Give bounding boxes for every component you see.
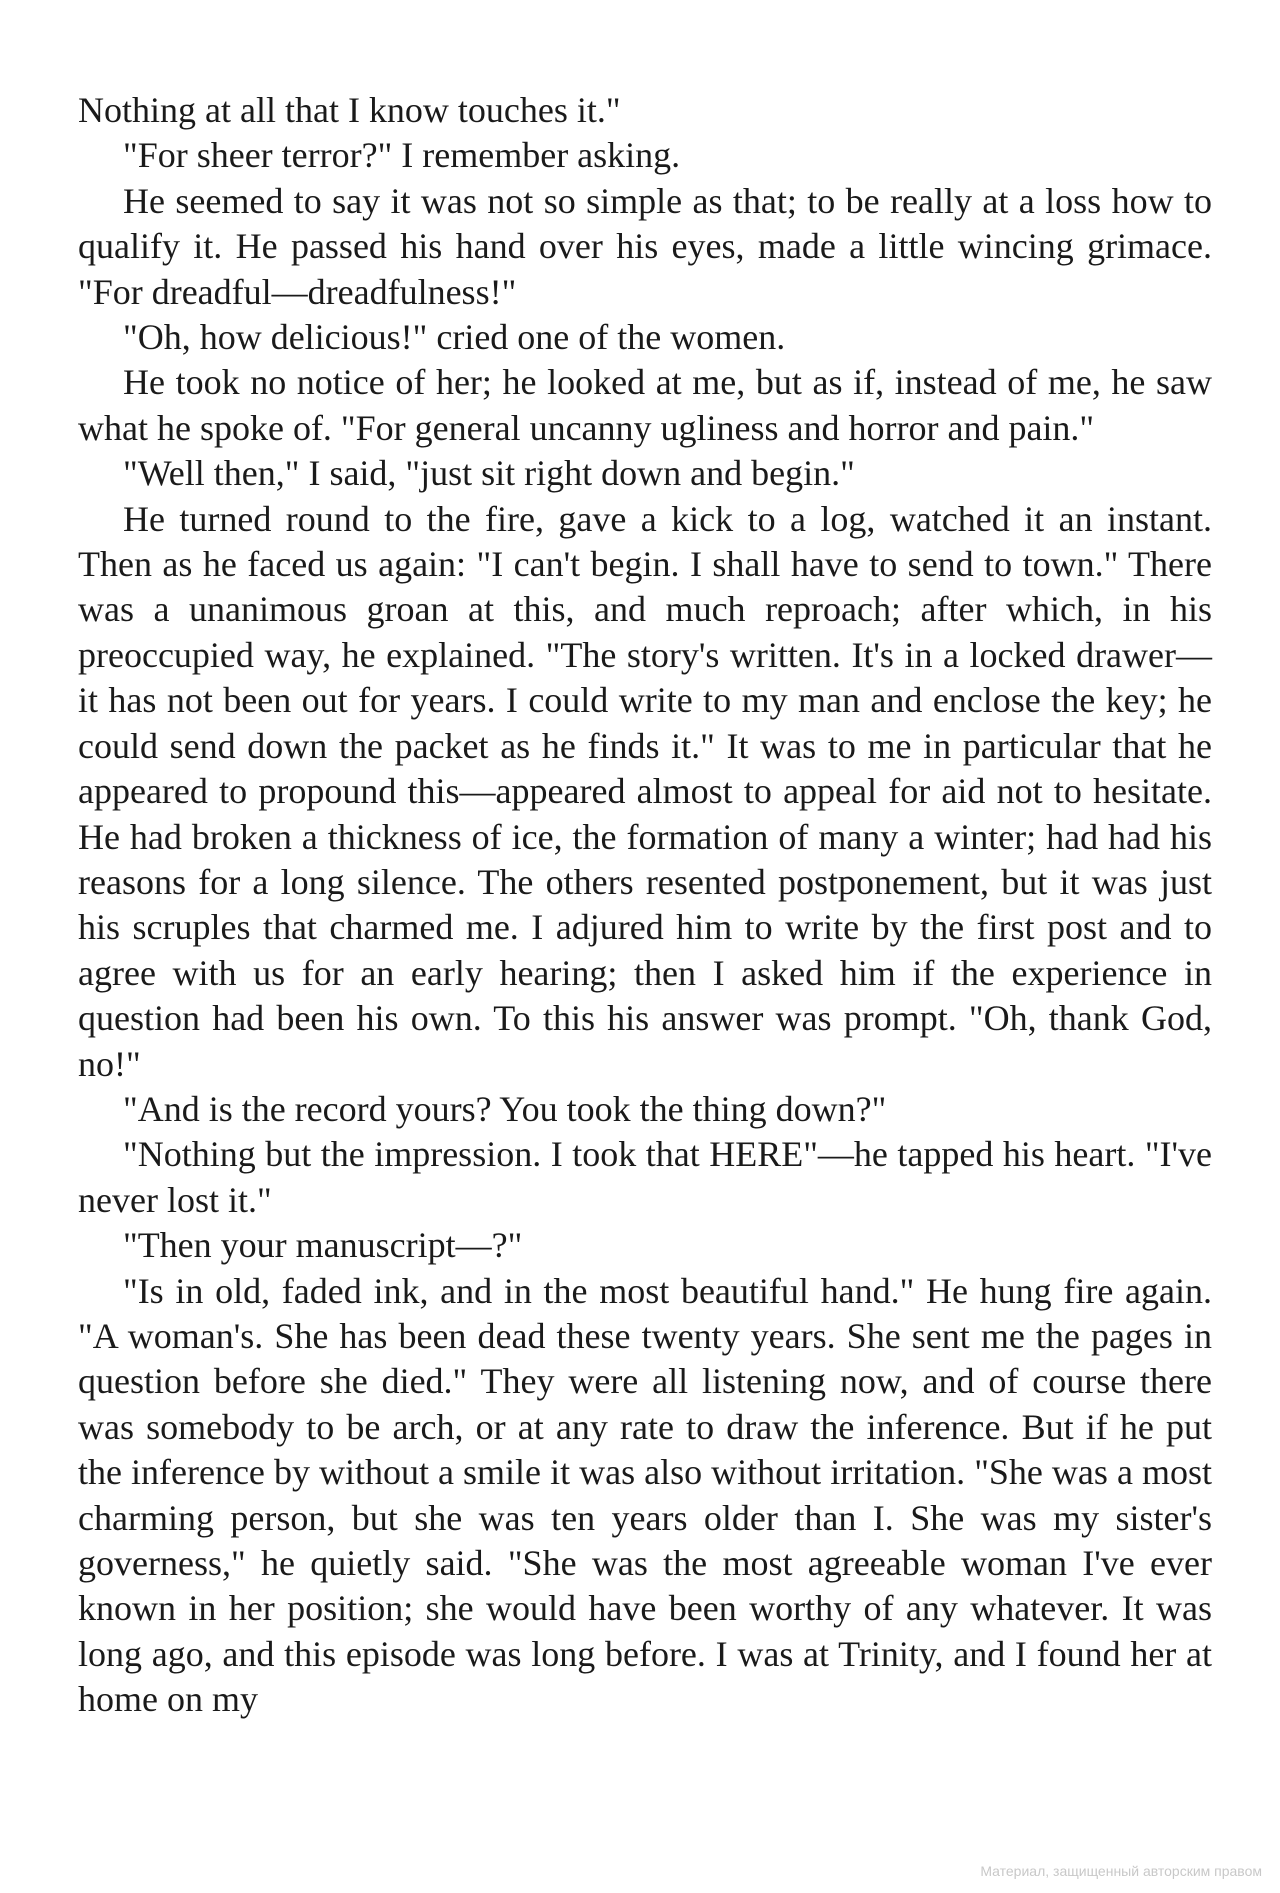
paragraph-8: "And is the record yours? You took the thing down?" <box>123 1088 887 1129</box>
paragraph-2: "For sheer terror?" I remember asking. <box>123 135 681 176</box>
copyright-watermark: Материал, защищенный авторским правом <box>980 1863 1262 1879</box>
paragraph-7: He turned round to the fire, gave a kick to a log, watched it an instant. Then as he faced us again: "I can't begin. I shall have to send to town." There was a unanimous groan at this, and much reproach; after which, in his preoccupied way, he explained. "The story's written. It's in a locked drawer—it has not been out for years. I could write to my man and enclose the key; he could send down the packet as he finds it." It was to me in particular that he appeared to propound this—appeared almost to appeal for aid not to hesitate. He had broken a thickness of ice, the formation of many a winter; had had his reasons for a long silence. The others resented postponement, but it was just his scruples that charmed me. I adjured him to write by the first post and to agree with us for an early hearing; then I asked him if the experience in question had been his own. To this his answer was prompt. "Oh, thank God, no!" <box>78 498 1212 1084</box>
paragraph-5: He took no notice of her; he looked at me, but as if, instead of me, he saw what he spoke of. "For general uncanny ugliness and horror and pain." <box>78 362 1212 448</box>
paragraph-3: He seemed to say it was not so simple as that; to be really at a loss how to qualify it. He passed his hand over his eyes, made a little wincing grimace. "For dreadful—dreadfulness!" <box>78 180 1212 312</box>
page-text <box>78 88 1212 1723</box>
paragraph-4: "Oh, how delicious!" cried one of the women. <box>123 317 786 358</box>
paragraph-9: "Nothing but the impression. I took that HERE"—he tapped his heart. "I've never lost it." <box>78 1134 1212 1220</box>
paragraph-1: Nothing at all that I know touches it." <box>78 90 621 130</box>
paragraph-6: "Well then," I said, "just sit right down and begin." <box>123 453 855 494</box>
paragraph-10: "Then your manuscript—?" <box>123 1225 523 1266</box>
paragraph-11: "Is in old, faded ink, and in the most beautiful hand." He hung fire again. "A woman's. She has been dead these twenty years. She sent me the pages in question before she died." They were all listening now, and of course there was somebody to be arch, or at any rate to draw the inference. But if he put the inference by without a smile it was also without irritation. "She was a most charming person, but she was ten years older than I. She was my sister's governess," he quietly said. "She was the most agreeable woman I've ever known in her position; she would have been worthy of any whatever. It was long ago, and this episode was long before. I was at Trinity, and I found her at home on my <box>78 1270 1212 1720</box>
